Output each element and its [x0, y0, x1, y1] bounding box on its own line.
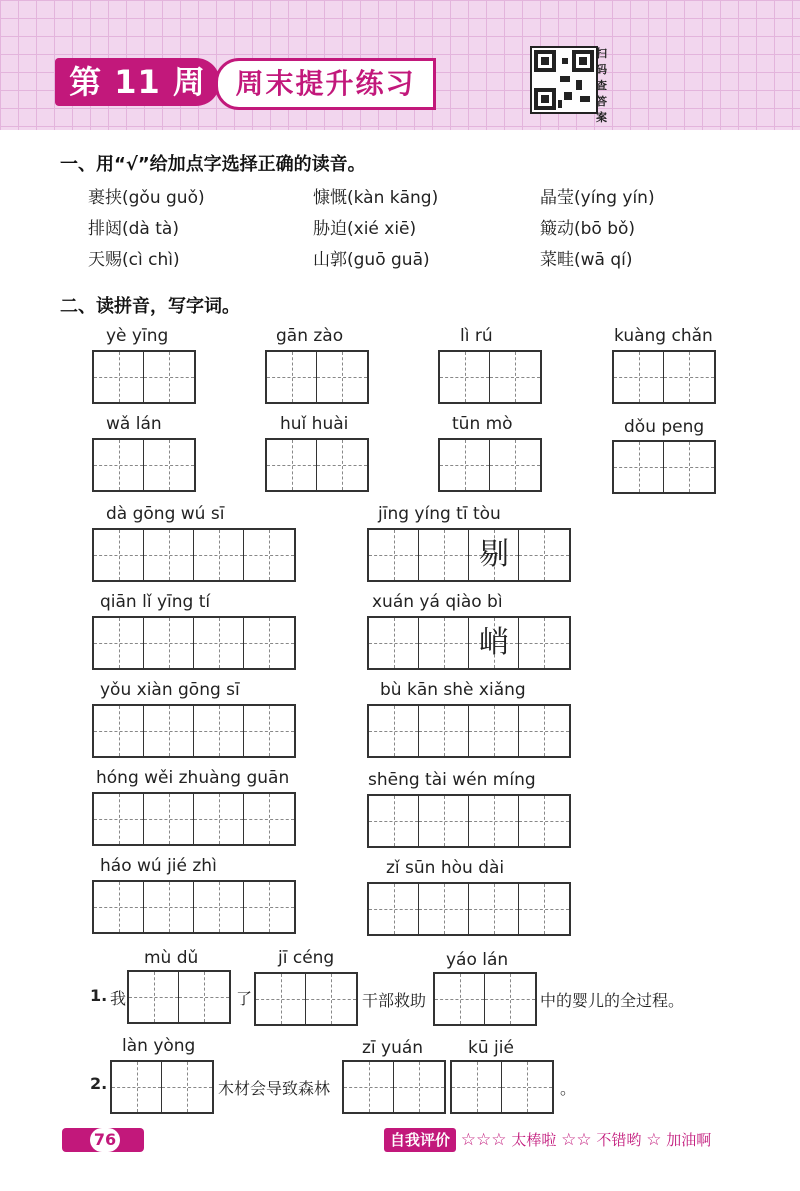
sentence-text: 干部救助: [362, 991, 427, 1010]
pinyin-label: hóng wěi zhuàng guān: [96, 768, 290, 788]
given-char: 峭: [479, 625, 509, 660]
writing-grid[interactable]: [254, 972, 358, 1026]
pinyin-label: yǒu xiàn gōng sī: [100, 680, 240, 700]
writing-grid[interactable]: [438, 350, 542, 404]
writing-grid[interactable]: [92, 880, 296, 934]
sentence-text: 中的婴儿的全过程。: [540, 991, 685, 1010]
writing-grid[interactable]: [92, 704, 296, 758]
sentence-text: 了: [236, 989, 253, 1008]
pinyin-label: huǐ huài: [280, 414, 349, 434]
writing-grid[interactable]: [367, 616, 571, 670]
choice-item: 晶莹(yíng yín): [540, 188, 655, 208]
pinyin-label: dǒu peng: [624, 417, 705, 437]
self-eval-label: 自我评价: [384, 1128, 456, 1152]
pinyin-label: xuán yá qiào bì: [372, 592, 503, 612]
sentence-text: 木材会导致森林: [218, 1079, 331, 1098]
given-char: 剔: [479, 537, 509, 572]
writing-grid[interactable]: [342, 1060, 446, 1114]
page-number: 76: [90, 1128, 120, 1152]
pinyin-label: mù dǔ: [144, 948, 199, 968]
qr-label: 扫码查答案: [596, 47, 607, 124]
writing-grid[interactable]: [612, 350, 716, 404]
star-icon[interactable]: ☆: [476, 1130, 492, 1150]
sentence-text: 我: [110, 989, 127, 1008]
pinyin-label: yè yīng: [106, 326, 169, 346]
choice-item: 菜畦(wā qí): [540, 250, 633, 270]
pinyin-label: zǐ sūn hòu dài: [386, 858, 505, 878]
star-icon[interactable]: ☆: [460, 1130, 477, 1150]
pinyin-label: tūn mò: [452, 414, 513, 434]
week-label: 第 11 周: [55, 58, 220, 106]
pinyin-label: lì rú: [460, 326, 493, 346]
writing-grid[interactable]: [92, 528, 296, 582]
star-icon[interactable]: ☆: [576, 1130, 592, 1150]
self-evaluation: [384, 1128, 711, 1152]
practice-title: 周末提升练习: [215, 58, 436, 110]
pinyin-label: gān zào: [276, 326, 344, 346]
pinyin-label: dà gōng wú sī: [106, 504, 225, 524]
pinyin-label: jī céng: [278, 948, 335, 968]
writing-grid[interactable]: [265, 438, 369, 492]
writing-grid[interactable]: [367, 882, 571, 936]
writing-grid[interactable]: [265, 350, 369, 404]
writing-grid[interactable]: [127, 970, 231, 1024]
writing-grid[interactable]: [367, 704, 571, 758]
pinyin-label: shēng tài wén míng: [368, 770, 536, 790]
choice-item: 裹挟(gǒu guǒ): [88, 188, 205, 208]
pinyin-label: jīng yíng tī tòu: [378, 504, 501, 524]
qr-code-icon[interactable]: [530, 46, 598, 114]
star-icon[interactable]: ☆: [646, 1130, 662, 1150]
writing-grid[interactable]: [438, 438, 542, 492]
sentence-text: 。: [560, 1079, 577, 1098]
writing-grid[interactable]: [450, 1060, 554, 1114]
sentence-number: 1.: [90, 986, 108, 1005]
choice-item: 簸动(bō bǒ): [540, 219, 636, 239]
sentence-number: 2.: [90, 1074, 108, 1093]
pinyin-label: háo wú jié zhì: [100, 856, 217, 876]
choice-item: 胁迫(xié xiē): [313, 219, 417, 239]
choice-item: 慷慨(kàn kāng): [313, 188, 439, 208]
writing-grid[interactable]: [367, 528, 571, 582]
rating-good: 不错哟: [596, 1131, 642, 1149]
writing-grid[interactable]: [612, 440, 716, 494]
writing-grid[interactable]: [92, 616, 296, 670]
page-number-badge: [62, 1128, 144, 1152]
writing-grid[interactable]: [367, 794, 571, 848]
pinyin-label: wǎ lán: [106, 414, 162, 434]
section1-title: 一、用“√”给加点字选择正确的读音。: [60, 154, 366, 175]
writing-grid[interactable]: [92, 792, 296, 846]
star-icon[interactable]: ☆: [561, 1130, 577, 1150]
rating-great: 太棒啦: [511, 1131, 557, 1149]
choice-item: 排闼(dà tà): [88, 219, 179, 239]
writing-grid[interactable]: [110, 1060, 214, 1114]
star-icon[interactable]: ☆: [491, 1130, 507, 1150]
pinyin-label: làn yòng: [122, 1036, 196, 1056]
writing-grid[interactable]: [92, 350, 196, 404]
writing-grid[interactable]: [92, 438, 196, 492]
section2-title: 二、读拼音，写字词。: [60, 296, 240, 317]
pinyin-label: qiān lǐ yīng tí: [100, 592, 211, 612]
choice-item: 山郭(guō guā): [313, 250, 430, 270]
choice-item: 天赐(cì chì): [88, 250, 180, 270]
pinyin-label: kuàng chǎn: [614, 326, 713, 346]
rating-ok: 加油啊: [666, 1131, 712, 1149]
pinyin-label: zī yuán: [362, 1038, 424, 1058]
pinyin-label: bù kān shè xiǎng: [380, 680, 526, 700]
writing-grid[interactable]: [433, 972, 537, 1026]
pinyin-label: yáo lán: [446, 950, 509, 970]
pinyin-label: kū jié: [468, 1038, 514, 1058]
